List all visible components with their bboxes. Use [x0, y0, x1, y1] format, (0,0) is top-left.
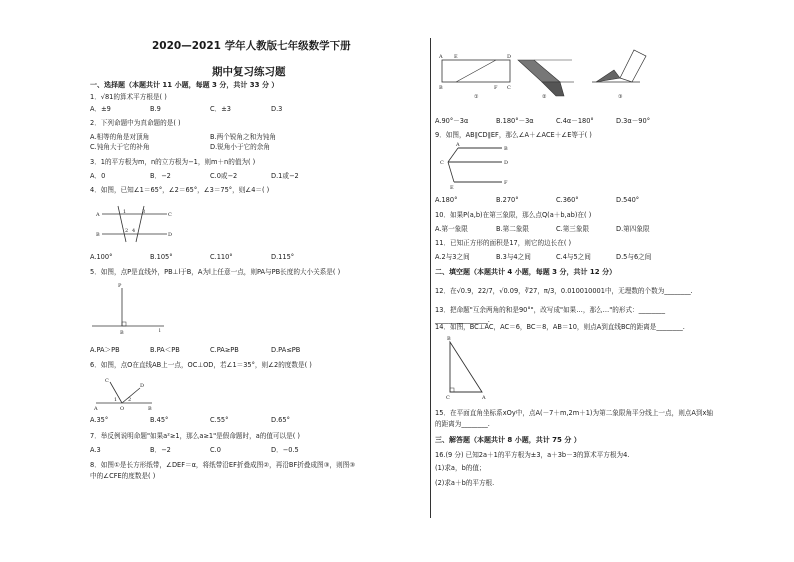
q10-option-d: D.第四象限: [616, 225, 650, 233]
q2-option-b: B.两个锐角之和为钝角: [210, 133, 276, 141]
q6-option-a: A.35°: [90, 416, 109, 424]
q4-option-d: D.115°: [271, 253, 295, 261]
q6-figure: [94, 376, 154, 412]
section3-heading: 三、解答题（本题共计 8 小题，共计 75 分 ）: [435, 436, 581, 444]
q14-label-b: B: [447, 336, 451, 342]
q10-option-c: C.第三象限: [556, 225, 590, 233]
q9-label-b: B: [504, 146, 508, 152]
q4-option-b: B.105°: [150, 253, 173, 261]
q5-label-p: P: [118, 283, 122, 289]
q9-label-c: C: [440, 160, 444, 166]
q9-option-b: B.270°: [496, 196, 519, 204]
q10-stem: 10．如果P(a,b)在第三象限，那么点Q(a＋b,ab)在( ): [435, 211, 592, 219]
q8-figure-3: [584, 44, 664, 100]
q9-option-d: D.540°: [616, 196, 640, 204]
q10-option-b: B.第二象限: [496, 225, 529, 233]
q5-stem: 5．如图，点P是直线外，PB⊥l于B，A为l上任意一点，则PA与PB长度的大小关系是( ): [90, 268, 341, 276]
q11-option-b: B.3与4之间: [496, 253, 531, 261]
q9-option-c: C.360°: [556, 196, 579, 204]
q11-stem: 11．已知正方形的面积是17，则它的边长在( ): [435, 239, 572, 247]
q7-option-d: D．−0.5: [271, 446, 299, 454]
q14-figure: [442, 336, 492, 402]
q4-angle-2: 2: [125, 228, 129, 234]
q5-figure: [92, 282, 168, 338]
document-subtitle: 期中复习练习题: [212, 66, 286, 78]
q6-option-b: B.45°: [150, 416, 169, 424]
q3-option-d: D.1或−2: [271, 172, 299, 180]
q8-option-b: B.180°－3α: [496, 117, 534, 125]
q8-fig1-label-d: D: [507, 54, 512, 60]
q3-option-a: A．0: [90, 172, 106, 180]
q3-stem: 3．1的平方根为m，n的立方根为−1，则m＋n的值为( ): [90, 158, 256, 166]
q8-fig-caption-1: ①: [474, 94, 479, 100]
q7-stem: 7．举反例说明命题"如果a²≥1，那么a≥1"是假命题时，a的值可以是( ): [90, 432, 300, 440]
q5-option-b: B.PA＜PB: [150, 346, 180, 354]
q1-stem: 1．√81的算术平方根是( ): [90, 93, 167, 101]
q8-option-c: C.4α－180°: [556, 117, 594, 125]
q13-line1: 13．把命题"互余两角的和是90°"，改写成"如果…，那么…"的形式：________: [435, 306, 666, 314]
q5-label-l: l: [159, 328, 161, 334]
q4-angle-4: 4: [132, 228, 136, 234]
q8-option-d: D.3α－90°: [616, 117, 650, 125]
q8-fig-caption-2: ②: [542, 94, 547, 100]
q6-option-d: D.65°: [271, 416, 290, 424]
q5-option-d: D.PA≤PB: [271, 346, 301, 354]
q11-option-a: A.2与3之间: [435, 253, 470, 261]
q1-option-c: C．±3: [210, 105, 231, 113]
q12-text: 12．在√0.9，22/7，√0.09，∛27，π/3，0.010010001中，无理数的个数为________.: [435, 287, 693, 295]
q9-option-a: A.180°: [435, 196, 458, 204]
q8-option-a: A.90°－3α: [435, 117, 469, 125]
q7-option-b: B．−2: [150, 446, 171, 454]
q11-option-c: C.4与5之间: [556, 253, 591, 261]
q15-line2: 的距离为________.: [435, 420, 490, 428]
q6-angle-2: 2: [128, 397, 132, 403]
q16-line3: (2)求a＋b的平方根.: [435, 479, 495, 487]
q1-option-b: B.9: [150, 105, 161, 113]
q8-fig1-label-f: F: [494, 85, 498, 91]
q4-angle-3: 3: [142, 209, 146, 215]
q4-figure: [92, 202, 172, 246]
q7-option-a: A.3: [90, 446, 101, 454]
q2-stem: 2．下列命题中为真命题的是( ): [90, 119, 181, 127]
q16-line2: (1)求a，b的值；: [435, 464, 486, 472]
q2-option-c: C.钝角大于它的补角: [90, 143, 150, 151]
q9-figure: [436, 142, 516, 192]
q2-option-a: A.相等的角是对顶角: [90, 133, 150, 141]
q8-fig1-label-c: C: [507, 85, 511, 91]
document-title: 2020—2021 学年人教版七年级数学下册: [152, 40, 351, 52]
q4-angle-1: 1: [123, 209, 127, 215]
q6-option-c: C.55°: [210, 416, 229, 424]
q6-angle-1: 1: [114, 397, 118, 403]
q7-option-c: C.0: [210, 446, 221, 454]
q9-label-a: A: [456, 142, 460, 148]
q14-text: 14．如图，BC⊥AC，AC＝6，BC＝8，AB＝10，则点A到直线BC的距离是________.: [435, 323, 685, 331]
q4-stem: 4．如图，已知∠1＝65°，∠2＝65°，∠3＝75°，则∠4＝( ): [90, 186, 270, 194]
q9-label-e: E: [450, 185, 454, 191]
q4-label-a: A: [96, 212, 100, 218]
column-divider: [430, 38, 431, 518]
q4-label-b: B: [96, 232, 100, 238]
q8-fig1-label-e: E: [454, 54, 458, 60]
q6-label-b: B: [148, 406, 152, 412]
q2-option-d: D.锐角小于它的余角: [210, 143, 270, 151]
q8-fig-caption-3: ③: [618, 94, 623, 100]
q8-figure-2: [512, 50, 582, 100]
q4-label-c: C: [168, 212, 172, 218]
q8-stem-line1: 8．如图①是长方形纸带，∠DEF＝α，将纸带沿EF折叠成图②，再沿BF折叠成图③，则图③: [90, 461, 356, 469]
q16-line1: 16.(9 分) 已知2a＋1的平方根为±3，a＋3b－3的算术平方根为4.: [435, 451, 630, 459]
q6-label-d: D: [140, 383, 145, 389]
q8-fig1-label-b: B: [439, 85, 443, 91]
q6-label-o: O: [120, 406, 125, 412]
q5-label-b: B: [120, 330, 124, 336]
q9-label-f: F: [504, 180, 508, 186]
q9-label-d: D: [504, 160, 509, 166]
q4-label-d: D: [168, 232, 173, 238]
section1-heading: 一、选择题（本题共计 11 小题，每题 3 分，共计 33 分 ）: [90, 81, 279, 89]
q1-option-a: A．±9: [90, 105, 111, 113]
q15-line1: 15．在平面直角坐标系xOy中，点A(－7＋m,2m＋1)为第二象限角平分线上一点，则点A到x轴: [435, 409, 713, 417]
q6-stem: 6．如图，点O在直线AB上一点，OC⊥OD，若∠1＝35°，则∠2的度数是( ): [90, 361, 312, 369]
q1-option-d: D.3: [271, 105, 283, 113]
q13-line2: ________________.: [435, 316, 490, 324]
section2-heading: 二、填空题（本题共计 4 小题，每题 3 分，共计 12 分）: [435, 268, 617, 276]
q10-option-a: A.第一象限: [435, 225, 468, 233]
q6-label-a: A: [94, 406, 98, 412]
q8-stem-line2: 中的∠CFE的度数是( ): [90, 472, 156, 480]
q9-stem: 9．如图，AB∥CD∥EF，那么∠A＋∠ACE＋∠E等于( ): [435, 131, 592, 139]
q5-option-c: C.PA≥PB: [210, 346, 239, 354]
q4-option-c: C.110°: [210, 253, 233, 261]
q14-label-a: A: [482, 395, 486, 401]
q4-option-a: A.100°: [90, 253, 113, 261]
q3-option-b: B．−2: [150, 172, 171, 180]
q11-option-d: D.5与6之间: [616, 253, 652, 261]
q14-label-c: C: [446, 395, 450, 401]
q3-option-c: C.0或−2: [210, 172, 238, 180]
q8-fig1-label-a: A: [439, 54, 443, 60]
q6-label-c: C: [105, 378, 109, 384]
q5-option-a: A.PA＞PB: [90, 346, 120, 354]
